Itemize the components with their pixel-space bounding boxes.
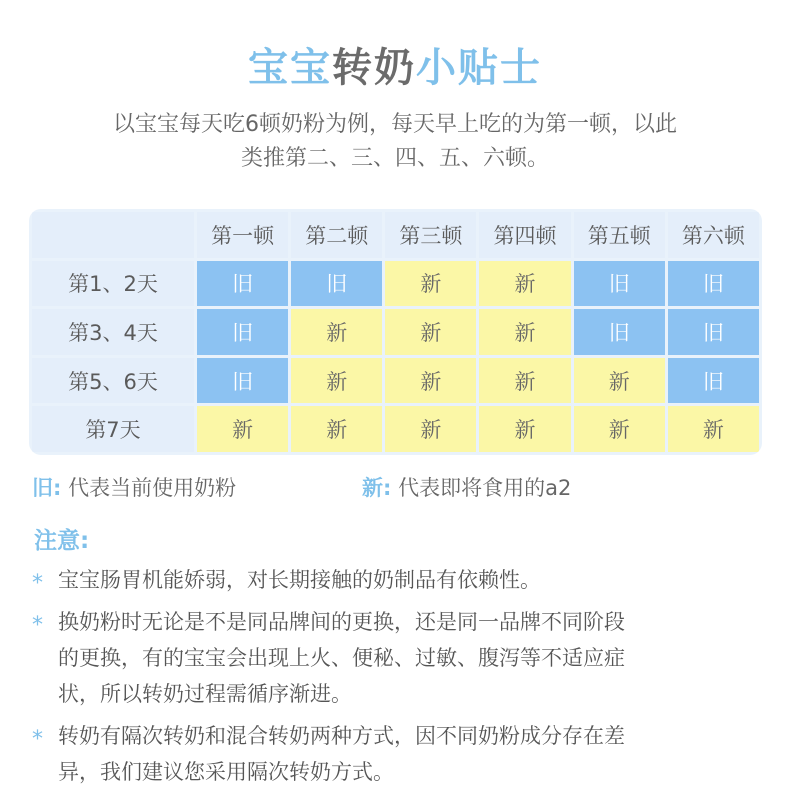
table-cell: 新 xyxy=(668,406,759,452)
legend-old-key: 旧: xyxy=(32,476,62,500)
column-header: 第一顿 xyxy=(197,212,288,258)
table-corner xyxy=(32,212,194,258)
note-line: 异，我们建议您采用隔次转奶方式。 xyxy=(58,760,394,784)
intro-text xyxy=(40,108,750,176)
legend-old xyxy=(32,472,236,504)
legend-old-text: 代表当前使用奶粉 xyxy=(68,476,237,500)
table-cell: 旧 xyxy=(574,261,665,307)
legend-new-key: 新: xyxy=(362,476,392,500)
note-line: 状，所以转奶过程需循序渐进。 xyxy=(58,682,352,706)
table-cell: 新 xyxy=(479,309,570,355)
list-item xyxy=(30,562,770,598)
table-cell: 新 xyxy=(291,358,382,404)
table-cell: 新 xyxy=(385,358,476,404)
table-cell: 旧 xyxy=(197,309,288,355)
table-cell: 旧 xyxy=(291,261,382,307)
table-cell: 新 xyxy=(291,309,382,355)
note-line: 宝宝肠胃机能娇弱，对长期接触的奶制品有依赖性。 xyxy=(58,568,541,592)
table-row xyxy=(32,358,759,404)
note-line: 换奶粉时无论是不是同品牌间的更换，还是同一品牌不同阶段 xyxy=(58,610,625,634)
asterisk-icon: * xyxy=(32,613,43,638)
table-cell: 旧 xyxy=(668,261,759,307)
table-cell: 新 xyxy=(385,309,476,355)
note-line: 的更换，有的宝宝会出现上火、便秘、过敏、腹泻等不适应症 xyxy=(58,646,625,670)
table-cell: 新 xyxy=(479,358,570,404)
table-cell: 新 xyxy=(385,261,476,307)
list-item xyxy=(30,718,770,790)
table-cell: 旧 xyxy=(668,309,759,355)
table-cell: 旧 xyxy=(574,309,665,355)
notes-list xyxy=(30,562,770,790)
asterisk-icon: * xyxy=(32,571,43,596)
table-cell: 旧 xyxy=(197,261,288,307)
note-line: 转奶有隔次转奶和混合转奶两种方式，因不同奶粉成分存在差 xyxy=(58,724,625,748)
title-part-1: 宝宝 xyxy=(248,45,332,91)
table-row xyxy=(32,261,759,307)
table-cell: 新 xyxy=(197,406,288,452)
table-cell: 新 xyxy=(291,406,382,452)
asterisk-icon: * xyxy=(32,727,43,752)
list-item xyxy=(30,604,770,712)
table-cell: 旧 xyxy=(668,358,759,404)
table-cell: 新 xyxy=(574,406,665,452)
table-cell: 新 xyxy=(385,406,476,452)
row-header: 第7天 xyxy=(32,406,194,452)
intro-line-2: 类推第二、三、四、五、六顿。 xyxy=(240,146,549,171)
title-part-3: 小贴士 xyxy=(416,45,542,91)
table-row xyxy=(32,406,759,452)
row-header: 第1、2天 xyxy=(32,261,194,307)
column-header: 第三顿 xyxy=(385,212,476,258)
column-header: 第五顿 xyxy=(574,212,665,258)
table-cell: 新 xyxy=(479,406,570,452)
column-header: 第四顿 xyxy=(479,212,570,258)
notes-title: 注意: xyxy=(34,528,90,554)
schedule-table xyxy=(29,209,762,455)
table-cell: 新 xyxy=(479,261,570,307)
table-cell: 旧 xyxy=(197,358,288,404)
table-cell: 新 xyxy=(574,358,665,404)
legend-new-text: 代表即将食用的a2 xyxy=(398,476,572,500)
column-header: 第二顿 xyxy=(291,212,382,258)
intro-line-1: 以宝宝每天吃6顿奶粉为例，每天早上吃的为第一顿，以此 xyxy=(113,112,677,137)
row-header: 第3、4天 xyxy=(32,309,194,355)
row-header: 第5、6天 xyxy=(32,358,194,404)
table-row xyxy=(32,309,759,355)
column-header: 第六顿 xyxy=(668,212,759,258)
legend-new xyxy=(362,472,571,504)
title-part-2: 转奶 xyxy=(332,45,416,91)
page-title xyxy=(0,40,790,96)
table-header-row xyxy=(32,212,759,258)
